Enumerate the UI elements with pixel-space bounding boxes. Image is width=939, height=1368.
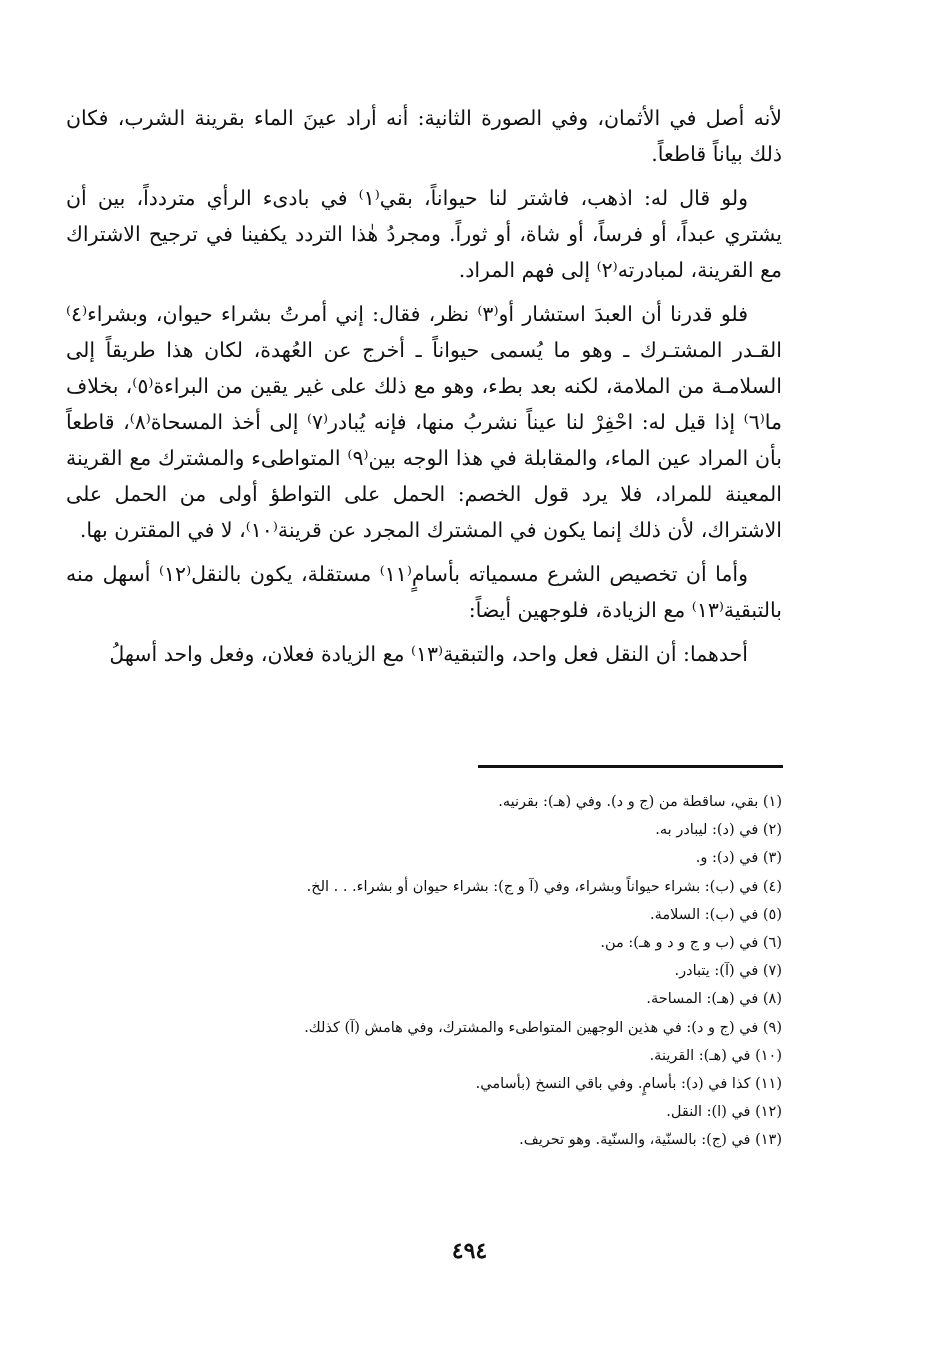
footnote-1: (١) بقي، ساقطة من (ج و د). وفي (هـ): بقرنيه. <box>498 794 782 810</box>
footnote-8: (٨) في (هـ): المساحة. <box>646 991 782 1008</box>
main-text <box>66 100 782 680</box>
footnote-9: (٩) في (ج و د): في هذين الوجهين المتواطىء والمشترك، وفي هامش (آ) كذلك. <box>304 1019 782 1036</box>
paragraph-2: ولو قال له: اذهب، فاشتر لنا حيواناً، بقي⁽١⁾ في بادىء الرأي متردداً، بين أن يشتري عبداً، أو فرساً، أو شاة، أو ثوراً. ومجردُ هٰذا التردد يكفينا في ترجيح الاشتراك مع القرينة، لمبادرته⁽٢⁾ إلى فهم المراد. <box>66 186 782 282</box>
page-number: ٤٩٤ <box>451 1238 488 1264</box>
footnote-13: (١٣) في (ج): بالسنّية، والسنّية. وهو تحريف. <box>519 1132 782 1149</box>
footnotes <box>120 788 782 1155</box>
paragraph-3: فلو قدرنا أن العبدَ استشار أو⁽٣⁾ نظر، فقال: إني أمرتُ بشراء حيوان، وبشراء⁽٤⁾ القـدر المشتـرك ـ وهو ما يُسمى حيواناً ـ أخرج عن العُهدة، لكان هذا طريقاً إلى السلامـة من الملامة، لكنه بعد بطء، وهو مع ذلك على غير يقين من البراءة⁽٥⁾، بخلاف ما⁽٦⁾ إذا قيل له: احْفِرْ لنا عيناً نشربُ منها، فإنه يُبادر⁽٧⁾ إلى أخذ المسحاة⁽٨⁾، قاطعاً بأن المراد عين الماء، والمقابلة في هذا الوجه بين⁽٩⁾ المتواطىء والمشترك مع القرينة المعينة للمراد، فلا يرد قول الخصم: الحمل على التواطؤ أولى من الحمل على الاشتراك، لأن ذلك إنما يكون في المشترك المجرد عن قرينة⁽١٠⁾، لا في المقترن بها. <box>66 302 782 542</box>
footnote-11: (١١) كذا في (د): بأسامٍ. وفي باقي النسخ (بأسامي. <box>475 1076 782 1093</box>
paragraph-5: أحدهما: أن النقل فعل واحد، والتبقية⁽١٣⁾ مع الزيادة فعلان، وفعل واحد أسهلُ <box>109 642 748 666</box>
footnote-4: (٤) في (ب): بشراء حيواناً وبشراء، وفي (آ و ج): بشراء حيوان أو بشراء. . . الخ. <box>306 878 782 895</box>
footnote-3: (٣) في (د): و. <box>695 850 782 867</box>
footnote-2: (٢) في (د): ليبادر به. <box>655 822 782 839</box>
footnote-10: (١٠) في (هـ): القرينة. <box>649 1047 782 1064</box>
footnote-6: (٦) في (ب و ج و د و هـ): من. <box>600 935 782 952</box>
paragraph-4: وأما أن تخصيص الشرع مسمياته بأسامٍ⁽١١⁾ مستقلة، يكون بالنقل⁽١٢⁾ أسهل منه بالتبقية⁽١٣⁾ مع الزيادة، فلوجهين أيضاً: <box>66 562 782 622</box>
footnote-7: (٧) في (آ): يتبادر. <box>674 963 782 980</box>
paragraph-1: لأنه أصل في الأثمان، وفي الصورة الثانية: أنه أراد عينَ الماء بقرينة الشرب، فكان ذلك بياناً قاطعاً. <box>66 106 782 166</box>
footnote-separator <box>478 765 783 768</box>
footnote-5: (٥) في (ب): السلامة. <box>649 906 782 923</box>
footnote-12: (١٢) في (ا): النقل. <box>666 1104 782 1121</box>
